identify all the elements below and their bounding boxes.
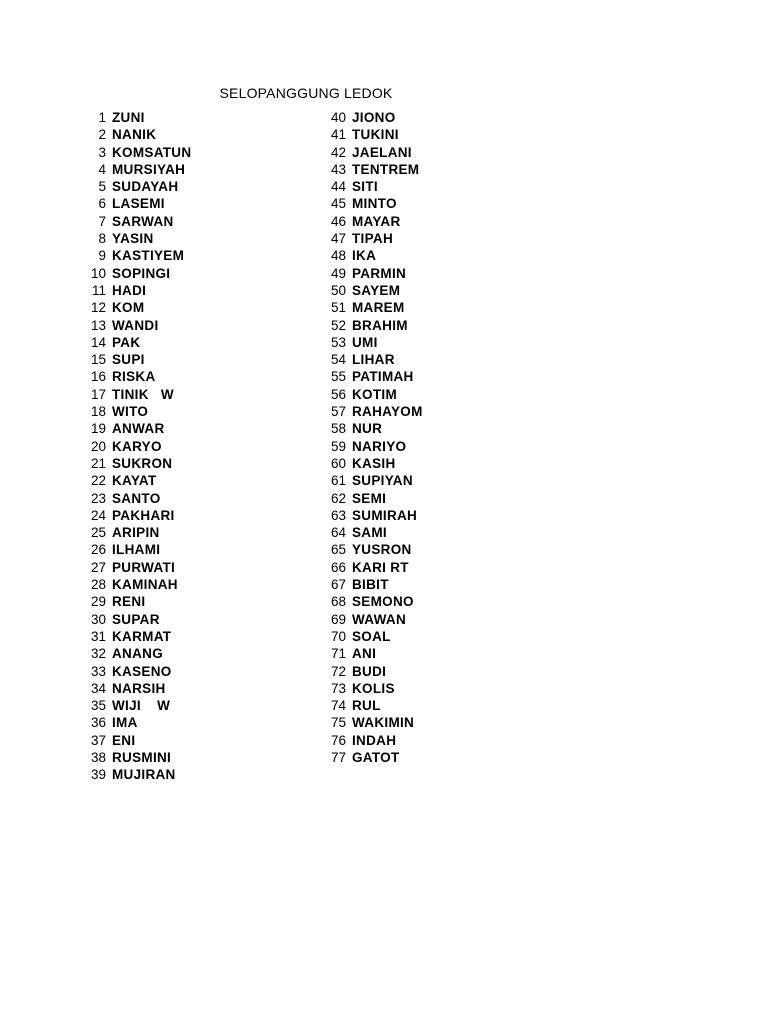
list-item-number: 35 [90,698,106,714]
list-item-name: ZUNI [112,110,145,125]
list-item-number: 61 [330,473,346,489]
list-item [60,576,191,593]
list-item [300,247,423,264]
list-item-number: 50 [330,282,346,298]
list-item-number: 49 [330,265,346,281]
list-item-name: KOM [112,300,145,316]
list-item [300,628,423,645]
list-item-name: SUKRON [112,455,173,471]
list-item-name: KASIH [352,455,396,471]
list-item-number: 11 [91,282,106,298]
list-item-name: KOTIM [352,386,397,402]
list-item-number: 12 [90,300,106,316]
list-item-number: 8 [98,231,106,247]
list-item-number: 44 [330,179,346,195]
list-item-number: 19 [90,421,106,437]
list-item-name: PATIMAH [352,369,414,385]
list-item-name: IKA [352,248,377,264]
list-item-name: MAREM [352,300,405,316]
list-item [300,680,423,697]
list-item-number: 14 [90,334,106,350]
list-item [300,213,423,230]
list-item [300,161,423,178]
list-item-number: 23 [90,490,106,506]
list-item-name: ANWAR [112,421,165,437]
list-item-name: SITI [352,179,378,195]
list-item-number: 26 [90,542,106,558]
list-item-name: WITO [112,404,149,420]
list-item-name: KOMSATUN [112,144,192,160]
list-item [60,472,191,489]
list-item-name: BIBIT [352,577,389,593]
list-item [300,749,423,766]
list-item-name: SUPI [112,352,145,368]
list-item-number: 28 [90,577,106,593]
list-item-name: PARMIN [352,265,407,281]
list-item-number: 57 [330,404,346,420]
list-item [60,455,191,472]
list-item-number: 75 [330,715,346,731]
list-item-number: 67 [330,577,346,593]
list-item-name: ARIPIN [112,525,160,541]
list-item [300,178,423,195]
list-item-number: 39 [90,767,106,783]
list-item-name: KARYO [112,438,162,454]
list-item [300,126,423,143]
list-item-name: ANANG [112,646,163,662]
list-item-number: 51 [330,300,346,316]
list-item-number: 59 [330,438,346,454]
list-item-number: 41 [330,127,346,143]
list-item-number: 40 [330,110,346,125]
list-item [300,351,423,368]
list-item [60,766,191,783]
list-item [300,593,423,610]
name-list-right-column [300,109,423,766]
list-item [300,524,423,541]
list-item [60,126,191,143]
list-item-name: YASIN [112,231,154,247]
list-item-name: KARI RT [352,559,409,575]
list-item-number: 73 [330,680,346,696]
list-item [60,317,191,334]
list-item-number: 63 [330,507,346,523]
list-item-number: 68 [330,594,346,610]
list-item [300,230,423,247]
list-item-name: SOAL [352,628,391,644]
list-item-number: 58 [330,421,346,437]
list-item [60,265,191,282]
list-item-number: 3 [98,144,106,160]
list-item-name: SUDAYAH [112,179,179,195]
list-item-name: LIHAR [352,352,395,368]
list-item-name: SAMI [352,525,387,541]
list-item-number: 36 [90,715,106,731]
list-item [300,386,423,403]
list-item-name: INDAH [352,732,397,748]
list-item-name: ILHAMI [112,542,161,558]
list-item-number: 9 [98,248,106,264]
list-item [60,732,191,749]
list-item [60,420,191,437]
list-item [60,334,191,351]
list-item-name: YUSRON [352,542,412,558]
list-item-name: KASTIYEM [112,248,185,264]
list-item-name: MINTO [352,196,397,212]
list-item-name: KARMAT [112,628,172,644]
list-item-name: PURWATI [112,559,176,575]
list-item-name: IMA [112,715,138,731]
list-item [60,282,191,299]
list-item [60,247,191,264]
list-item-name: RENI [112,594,146,610]
list-item-number: 65 [330,542,346,558]
list-item-number: 72 [330,663,346,679]
list-item-name: SUPAR [112,611,160,627]
list-item [300,195,423,212]
list-item-number: 21 [90,455,106,471]
list-item-name: SUPIYAN [352,473,413,489]
list-item [300,438,423,455]
list-item-number: 15 [90,352,106,368]
name-list-left-column [60,109,191,784]
list-item-number: 30 [90,611,106,627]
list-item [300,663,423,680]
list-item [60,663,191,680]
list-item [300,559,423,576]
list-item [300,334,423,351]
list-item-name: NANIK [112,127,157,143]
list-item-name: TUKINI [352,127,399,143]
list-item-number: 7 [98,213,106,229]
list-item [60,593,191,610]
list-item-number: 27 [90,559,106,575]
list-item-number: 48 [330,248,346,264]
list-item-name: SARWAN [112,213,174,229]
list-item-number: 64 [330,525,346,541]
list-item [60,645,191,662]
list-item [300,507,423,524]
list-item-name: TENTREM [352,161,420,177]
list-item-name: BUDI [352,663,387,679]
list-item [60,161,191,178]
list-item-number: 77 [330,749,346,765]
list-item-number: 34 [90,680,106,696]
list-item-name: PAK [112,334,141,350]
list-item-name: RUL [352,698,381,714]
list-item [60,178,191,195]
list-item-number: 18 [90,404,106,420]
list-item-number: 53 [330,334,346,350]
list-item-number: 76 [330,732,346,748]
list-item-name: SUMIRAH [352,507,418,523]
list-item [300,455,423,472]
list-item [300,109,423,126]
list-item-name: MAYAR [352,213,401,229]
list-item-number: 52 [330,317,346,333]
list-item [60,507,191,524]
list-item [60,144,191,161]
list-item-number: 70 [330,628,346,644]
list-item-name: JAELANI [352,144,412,160]
list-item-name: SAYEM [352,282,401,298]
list-item [300,490,423,507]
list-item-number: 37 [90,732,106,748]
list-item-name: TINIK W [112,386,174,402]
list-item-number: 69 [330,611,346,627]
list-item-number: 60 [330,455,346,471]
list-item-name: KOLIS [352,680,395,696]
list-item [60,611,191,628]
list-item-number: 24 [90,507,106,523]
list-item [60,403,191,420]
list-item [300,732,423,749]
list-item [300,541,423,558]
list-item-name: JIONO [352,110,396,125]
list-item-number: 4 [98,161,106,177]
list-item-number: 13 [90,317,106,333]
list-item-name: SOPINGI [112,265,171,281]
list-item [300,144,423,161]
list-item-name: MURSIYAH [112,161,186,177]
list-item-name: WIJI W [112,698,171,714]
list-item-name: SANTO [112,490,161,506]
list-item-name: WANDI [112,317,159,333]
list-item [60,230,191,247]
list-item-number: 46 [330,213,346,229]
list-item [300,282,423,299]
list-item [60,351,191,368]
list-item-name: NARIYO [352,438,407,454]
list-item-number: 74 [330,698,346,714]
list-item [60,438,191,455]
list-item [60,368,191,385]
list-item-number: 31 [90,628,106,644]
list-item [60,714,191,731]
list-item-name: ANI [352,646,377,662]
list-item-name: RAHAYOM [352,404,423,420]
list-item-name: WAWAN [352,611,406,627]
list-item [60,749,191,766]
list-item-number: 20 [90,438,106,454]
list-item [300,472,423,489]
list-item-name: BRAHIM [352,317,408,333]
list-item-number: 62 [330,490,346,506]
list-item [60,195,191,212]
list-item [60,386,191,403]
list-item [60,628,191,645]
list-item-name: PAKHARI [112,507,175,523]
list-item [300,420,423,437]
list-item [300,317,423,334]
list-item-number: 5 [98,179,106,195]
list-item-name: KASENO [112,663,172,679]
list-item [300,368,423,385]
list-item-number: 47 [330,231,346,247]
list-item [300,714,423,731]
list-item-number: 55 [330,369,346,385]
list-item [60,697,191,714]
list-item [60,299,191,316]
list-item-number: 1 [98,110,106,125]
list-item-number: 29 [90,594,106,610]
list-item-number: 32 [90,646,106,662]
list-item-number: 10 [90,265,106,281]
list-item-name: NUR [352,421,383,437]
list-item [300,299,423,316]
list-item-name: WAKIMIN [352,715,415,731]
list-item-name: GATOT [352,749,400,765]
page-title: SELOPANGGUNG LEDOK [219,85,393,101]
list-item-number: 71 [330,646,346,662]
list-item-number: 6 [98,196,106,212]
list-item [60,559,191,576]
list-item-name: KAYAT [112,473,157,489]
list-item-name: SEMI [352,490,387,506]
list-item-name: MUJIRAN [112,767,176,783]
list-item-number: 22 [90,473,106,489]
list-item-name: TIPAH [352,231,393,247]
list-item-name: HADI [112,282,147,298]
list-item-number: 56 [330,386,346,402]
list-item-number: 33 [90,663,106,679]
list-item [300,403,423,420]
list-item [300,611,423,628]
list-item-name: NARSIH [112,680,166,696]
list-item [60,109,191,126]
list-item-name: KAMINAH [112,577,178,593]
list-item-name: RISKA [112,369,156,385]
list-item-name: LASEMI [112,196,165,212]
list-item-name: RUSMINI [112,749,172,765]
list-item [300,576,423,593]
list-item [300,645,423,662]
list-item-number: 45 [330,196,346,212]
list-item [300,697,423,714]
list-item-name: ENI [112,732,136,748]
list-item-number: 43 [330,161,346,177]
list-item-number: 42 [330,144,346,160]
list-item-name: SEMONO [352,594,414,610]
list-item [60,680,191,697]
list-item-number: 38 [90,749,106,765]
list-item [60,213,191,230]
list-item [60,490,191,507]
list-item-number: 2 [98,127,106,143]
list-item-number: 66 [330,559,346,575]
list-item-number: 25 [90,525,106,541]
list-item [300,265,423,282]
list-item [60,524,191,541]
list-item-number: 16 [90,369,106,385]
list-item-name: UMI [352,334,378,350]
list-item-number: 17 [90,386,106,402]
list-item [60,541,191,558]
list-item-number: 54 [330,352,346,368]
